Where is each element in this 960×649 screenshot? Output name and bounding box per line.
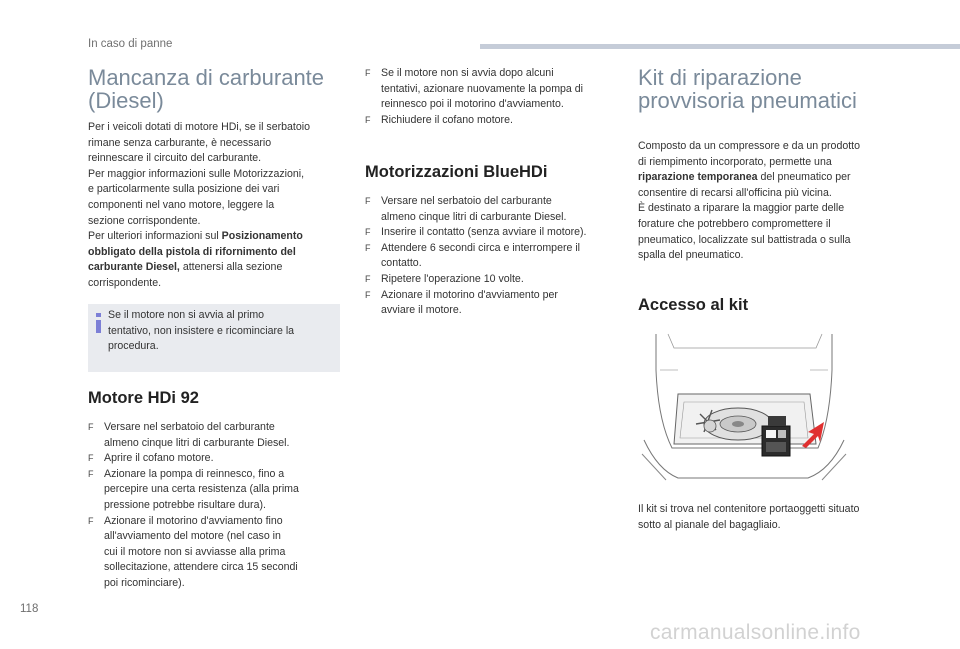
intro-paragraph bbox=[88, 120, 342, 292]
bluehdi-steps bbox=[365, 194, 619, 319]
text-line: avviare il motore. bbox=[381, 304, 462, 317]
step-item bbox=[88, 420, 342, 451]
text-line: almeno cinque litri di carburante Diesel. bbox=[104, 436, 290, 449]
title-motore-hdi-92: Motore HDi 92 bbox=[88, 389, 199, 407]
header-bar bbox=[480, 44, 960, 49]
text-line: forature che potrebbero compromettere il bbox=[638, 217, 831, 230]
header-section-title: In caso di panne bbox=[88, 38, 173, 50]
ref-bold: Posizionamento bbox=[221, 230, 303, 243]
text-line: Per maggior informazioni sulle Motorizzazioni, bbox=[88, 167, 305, 180]
column-3 bbox=[638, 66, 902, 264]
bullet-glyph: F bbox=[88, 422, 94, 432]
bullet-glyph: F bbox=[365, 196, 371, 206]
note-text bbox=[108, 308, 330, 355]
text-line: procedura. bbox=[108, 340, 159, 353]
text-line bbox=[638, 170, 902, 186]
bullet-glyph: F bbox=[365, 289, 371, 300]
text-bold: riparazione temporanea bbox=[638, 171, 758, 184]
text-tail: del pneumatico per bbox=[760, 171, 851, 184]
step-item bbox=[88, 514, 342, 592]
bullet-glyph: F bbox=[365, 114, 371, 125]
title-repair-kit bbox=[638, 66, 902, 112]
ref-tail: attenersi alla sezione bbox=[182, 261, 283, 274]
trunk-illustration bbox=[638, 330, 850, 488]
kit-caption bbox=[638, 502, 908, 533]
title-fuel-shortage bbox=[88, 66, 342, 112]
text-line: reinnesco poi il motorino d'avviamento. bbox=[381, 98, 564, 111]
text-line: Il kit si trova nel contenitore portaoggetti situato bbox=[638, 503, 860, 515]
text-line: Attendere 6 secondi circa e interrompere il bbox=[381, 241, 581, 254]
title-line: Kit di riparazione bbox=[638, 65, 802, 90]
text-line: poi ricominciare). bbox=[104, 576, 185, 589]
text-line: Versare nel serbatoio del carburante bbox=[381, 195, 552, 207]
watermark: carmanualsonline.info bbox=[650, 621, 861, 644]
column-2 bbox=[365, 66, 619, 128]
text-line: Azionare la pompa di reinnesco, fino a bbox=[104, 467, 285, 480]
text-line: Azionare il motorino d'avviamento per bbox=[381, 288, 558, 301]
text-line: componenti nel vano motore, leggere la bbox=[88, 198, 275, 211]
bullet-glyph: F bbox=[88, 453, 94, 464]
hdi92-steps bbox=[88, 420, 342, 592]
text-line: corrispondente. bbox=[88, 276, 162, 289]
bullet-glyph: F bbox=[365, 68, 371, 78]
title-accesso-al-kit: Accesso al kit bbox=[638, 296, 749, 314]
text-line: tentativo, non insistere e ricominciare la bbox=[108, 324, 295, 337]
title-motorizzazioni-bluehdi: Motorizzazioni BlueHDi bbox=[365, 163, 548, 181]
step-item bbox=[88, 451, 342, 467]
text-line: sollecitazione, attendere circa 15 secondi bbox=[104, 561, 298, 574]
text-line: Versare nel serbatoio del carburante bbox=[104, 421, 275, 433]
section-bluehdi bbox=[365, 162, 619, 319]
kit-description bbox=[638, 139, 902, 264]
ref-bold: obbligato della pistola di rifornimento del bbox=[88, 245, 296, 258]
text-line: Se il motore non si avvia al primo bbox=[108, 309, 265, 321]
text-line: Azionare il motorino d'avviamento fino bbox=[104, 514, 283, 527]
text-line: È destinato a riparare la maggior parte delle bbox=[638, 202, 845, 215]
ref-lead: Per ulteriori informazioni sul bbox=[88, 230, 219, 243]
text-line: Per i veicoli dotati di motore HDi, se il serbatoio bbox=[88, 121, 310, 133]
text-line: Aprire il cofano motore. bbox=[104, 452, 214, 465]
bullet-glyph: F bbox=[88, 515, 94, 526]
step-item bbox=[88, 467, 342, 514]
step-item bbox=[365, 66, 619, 113]
bullet-glyph: F bbox=[365, 273, 371, 284]
title-line: (Diesel) bbox=[88, 88, 164, 113]
step-item bbox=[365, 288, 619, 319]
info-note-box bbox=[88, 304, 340, 372]
text-line: percepire una certa resistenza (alla prima bbox=[104, 483, 299, 496]
text-line: consentire di recarsi all'officina più vicina. bbox=[638, 186, 832, 199]
section-kit-access bbox=[638, 295, 902, 315]
text-line bbox=[88, 260, 342, 276]
page-number: 118 bbox=[20, 603, 39, 615]
title-line: Mancanza di carburante bbox=[88, 65, 325, 90]
text-line: pneumatico, localizzate sul battistrada o sulla bbox=[638, 233, 851, 246]
column-1 bbox=[88, 66, 342, 292]
step-item bbox=[365, 241, 619, 272]
text-line: all'avviamento del motore (nel caso in bbox=[104, 530, 281, 543]
bullet-glyph: F bbox=[365, 227, 371, 238]
text-line: Ripetere l'operazione 10 volte. bbox=[381, 272, 524, 285]
step-item bbox=[365, 194, 619, 225]
text-line: contatto. bbox=[381, 257, 422, 270]
continued-steps bbox=[365, 66, 619, 128]
section-hdi92 bbox=[88, 388, 342, 592]
text-line: spalla del pneumatico. bbox=[638, 249, 744, 262]
text-line: reinnescare il circuito del carburante. bbox=[88, 152, 262, 165]
text-line: Richiudere il cofano motore. bbox=[381, 113, 513, 126]
text-line: cui il motore non si avviasse alla prima bbox=[104, 545, 286, 558]
text-line bbox=[88, 245, 342, 261]
text-line: Composto da un compressore e da un prodotto bbox=[638, 140, 861, 152]
title-line: provvisoria pneumatici bbox=[638, 88, 857, 113]
text-line: e particolarmente sulla posizione dei vari bbox=[88, 183, 280, 196]
text-line: Se il motore non si avvia dopo alcuni bbox=[381, 67, 554, 79]
step-item bbox=[365, 225, 619, 241]
bullet-glyph: F bbox=[88, 468, 94, 479]
text-line: almeno cinque litri di carburante Diesel. bbox=[381, 210, 567, 223]
text-line bbox=[88, 229, 342, 245]
text-line: Inserire il contatto (senza avviare il motore). bbox=[381, 226, 587, 239]
ref-bold: carburante Diesel, bbox=[88, 261, 180, 274]
text-line: sezione corrispondente. bbox=[88, 214, 201, 227]
info-icon bbox=[92, 312, 106, 334]
step-item bbox=[365, 113, 619, 129]
text-line: rimane senza carburante, è necessario bbox=[88, 136, 272, 149]
caption-text bbox=[638, 502, 908, 533]
text-line: di riempimento incorporato, permette una bbox=[638, 155, 832, 168]
text-line: pressione potrebbe risultare dura). bbox=[104, 498, 266, 511]
text-line: tentativi, azionare nuovamente la pompa di bbox=[381, 82, 583, 95]
text-line: sotto al pianale del bagagliaio. bbox=[638, 518, 781, 531]
step-item bbox=[365, 272, 619, 288]
bullet-glyph: F bbox=[365, 242, 371, 253]
